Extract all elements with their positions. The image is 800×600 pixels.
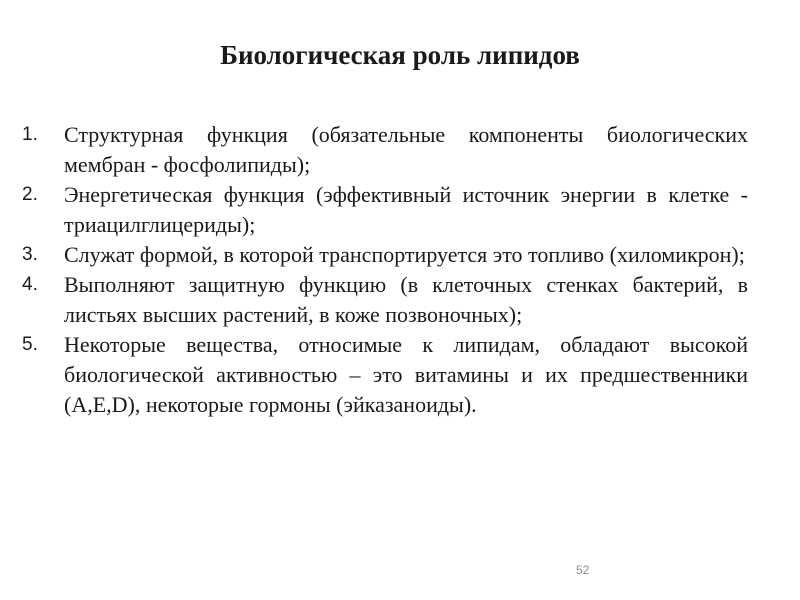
list-item-number: 2. (22, 184, 38, 205)
list-item-text: Выполняют защитную функцию (в клеточных стенках бактерий, в листьях высших растений, в коже позвоночных); (64, 272, 748, 327)
list-item-number: 3. (22, 244, 38, 265)
list-item (0, 120, 800, 180)
slide-title: Биологическая роль липидов (220, 40, 580, 70)
list-item (0, 330, 800, 420)
list-item (0, 240, 800, 270)
list-item-text: Структурная функция (обязательные компоненты биологических мембран - фосфолипиды); (64, 122, 748, 177)
list-item-text: Служат формой, в которой транспортируется это топливо (хиломикрон); (64, 242, 745, 267)
list-item-number: 1. (22, 124, 38, 145)
list-item-text: Энергетическая функция (эффективный источник энергии в клетке - триацилглицериды); (64, 182, 748, 237)
list-item-number: 4. (22, 274, 38, 295)
list-item (0, 270, 800, 330)
list-item (0, 180, 800, 240)
list-item-number: 5. (22, 334, 38, 355)
list-item-text: Некоторые вещества, относимые к липидам, обладают высокой биологической активностью – это витамины и их предшественники (A,E,D), некоторые гормоны (эйказаноиды). (64, 332, 748, 417)
page-number: 52 (576, 563, 590, 577)
function-list (0, 120, 800, 420)
